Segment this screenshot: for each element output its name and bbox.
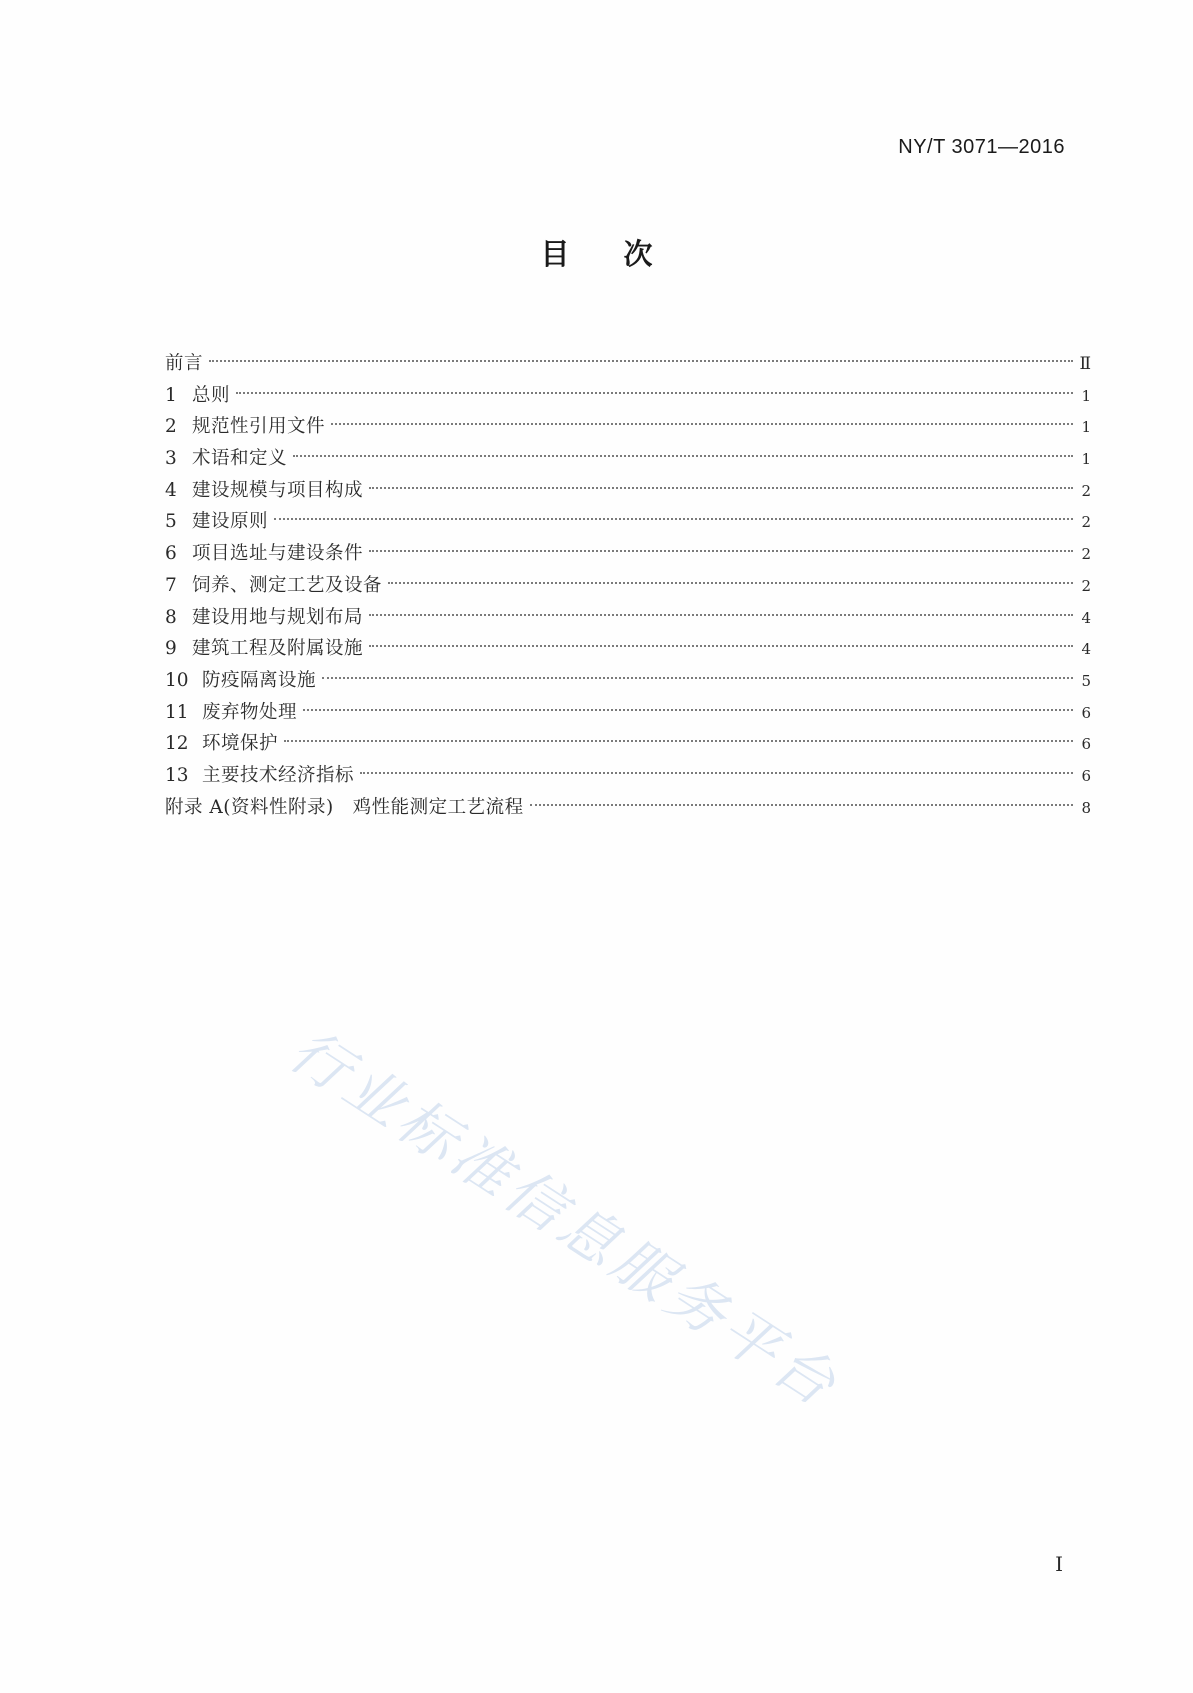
toc-dot-leader xyxy=(360,772,1073,774)
toc-entry-label: 环境保护 xyxy=(202,733,279,755)
toc-entry-2[interactable] xyxy=(165,411,1091,443)
toc-entry-number: 5 xyxy=(165,511,177,533)
toc-entry-label: 建筑工程及附属设施 xyxy=(192,638,364,660)
toc-dot-leader xyxy=(209,360,1073,362)
toc-entry-number: 10 xyxy=(165,669,189,691)
toc-page-number: 6 xyxy=(1081,703,1091,722)
toc-dot-leader xyxy=(274,518,1073,520)
toc-page-number: 6 xyxy=(1081,766,1091,785)
toc-entry-number: 3 xyxy=(165,448,177,470)
toc-dot-leader xyxy=(331,423,1073,425)
toc-entry-label: 规范性引用文件 xyxy=(192,416,326,438)
toc-entry-number: 7 xyxy=(165,574,177,596)
toc-entry-number: 4 xyxy=(165,479,177,501)
toc-entry-label: 附录 A(资料性附录) 鸡性能测定工艺流程 xyxy=(165,796,524,818)
toc-entry-number: 12 xyxy=(165,733,189,755)
standard-code: NY/T 3071—2016 xyxy=(898,136,1065,158)
toc-entry-number: 6 xyxy=(165,543,177,565)
toc-page-number: 1 xyxy=(1081,386,1091,405)
toc-dot-leader xyxy=(369,550,1073,552)
toc-page-number: 2 xyxy=(1081,513,1091,532)
toc-dot-leader xyxy=(284,740,1073,742)
toc-dot-leader xyxy=(303,709,1073,711)
toc-entry-label: 废弃物处理 xyxy=(202,701,298,723)
toc-page-number: 4 xyxy=(1081,608,1091,627)
toc-entry-7[interactable] xyxy=(165,570,1091,602)
toc-dot-leader xyxy=(236,392,1073,394)
toc-entry-3[interactable] xyxy=(165,443,1091,475)
toc-entry-number: 8 xyxy=(165,606,177,628)
toc-entry-label: 饲养、测定工艺及设备 xyxy=(192,574,383,596)
toc-dot-leader xyxy=(369,614,1073,616)
toc-page-number: 2 xyxy=(1081,576,1091,595)
toc-entry-number: 13 xyxy=(165,764,189,786)
toc-entry-label: 术语和定义 xyxy=(192,448,288,470)
toc-entry-label: 建设规模与项目构成 xyxy=(192,479,364,501)
toc-page-number: 1 xyxy=(1081,450,1091,469)
toc-entry-9[interactable] xyxy=(165,633,1091,665)
toc-page-number: 8 xyxy=(1081,798,1091,817)
toc-dot-leader xyxy=(369,645,1073,647)
toc-entry-label: 项目选址与建设条件 xyxy=(192,543,364,565)
toc-entry-12[interactable] xyxy=(165,728,1091,760)
toc-entry-13[interactable] xyxy=(165,760,1091,792)
toc-entry-6[interactable] xyxy=(165,538,1091,570)
toc-dot-leader xyxy=(369,487,1073,489)
toc-dot-leader xyxy=(293,455,1073,457)
toc-entry-10[interactable] xyxy=(165,665,1091,697)
toc-entry-number: 2 xyxy=(165,416,177,438)
toc-entry-label: 建设原则 xyxy=(192,511,269,533)
toc-entry-1[interactable] xyxy=(165,380,1091,412)
page-number: I xyxy=(1055,1552,1063,1576)
toc-page-number: Ⅱ xyxy=(1079,354,1091,374)
toc-page-number: 1 xyxy=(1081,418,1091,437)
toc-entry-label: 建设用地与规划布局 xyxy=(192,606,364,628)
toc-title: 目次 xyxy=(540,237,707,271)
toc-page-number: 2 xyxy=(1081,545,1091,564)
toc-entry-11[interactable] xyxy=(165,697,1091,729)
toc-entry-label: 前言 xyxy=(165,353,204,374)
toc-entry-label: 防疫隔离设施 xyxy=(202,669,317,691)
toc-entry-number: 1 xyxy=(165,384,177,406)
toc-entry-8[interactable] xyxy=(165,602,1091,634)
toc-page-number: 2 xyxy=(1081,481,1091,500)
toc-page-number: 4 xyxy=(1081,640,1091,659)
toc-entry-foreword[interactable] xyxy=(165,348,1091,380)
toc-entry-number: 9 xyxy=(165,638,177,660)
toc-entry-appendix-a[interactable] xyxy=(165,792,1091,824)
toc-entry-label: 主要技术经济指标 xyxy=(202,764,355,786)
toc-page-number: 6 xyxy=(1081,735,1091,754)
watermark: 行业标准信息服务平台 xyxy=(277,1015,852,1422)
table-of-contents xyxy=(165,348,1091,823)
toc-page-number: 5 xyxy=(1081,671,1091,690)
toc-entry-4[interactable] xyxy=(165,475,1091,507)
toc-entry-number: 11 xyxy=(165,701,189,723)
toc-dot-leader xyxy=(388,582,1073,584)
toc-entry-label: 总则 xyxy=(192,384,231,406)
toc-dot-leader xyxy=(322,677,1073,679)
toc-entry-5[interactable] xyxy=(165,506,1091,538)
toc-dot-leader xyxy=(530,804,1073,806)
